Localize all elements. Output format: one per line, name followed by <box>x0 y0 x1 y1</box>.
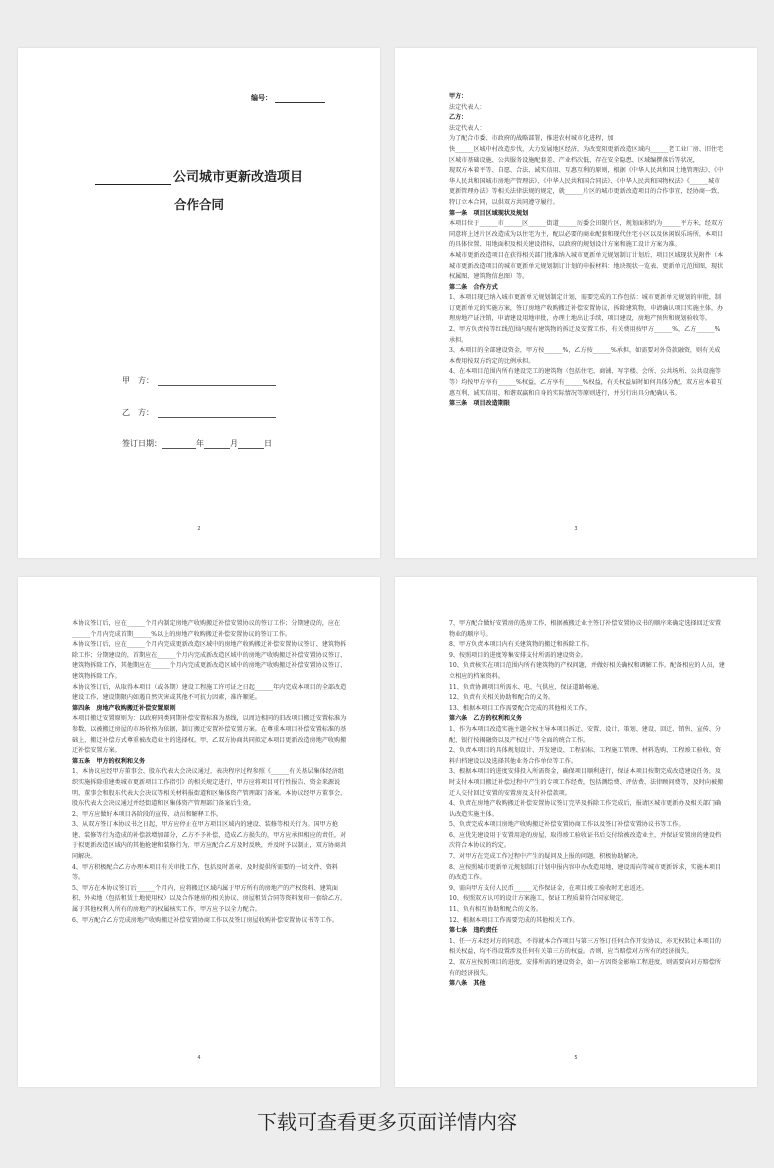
contract-cover-page <box>18 48 380 558</box>
section-heading: 第八条 其他 <box>449 980 486 988</box>
paragraph: 为了配合市委、市政府的战略部署，推进农村城市化进程，加 快______区城中村改造步伐，大力发展地区经济，为改变阻更新改造区域内______老工业厂房、旧住宅区城市基础设施、公共服务设施配套差、产业档次低、存在安全隐患、区域编撰落后等状况， 现双方本着平等、自愿、合法、诚实信用、互惠互利的原则，根据《中华人民共和国土地管理法》、《中华人民共和国城市房地产管理法》、《中华人民共和国合同法》、《中华人民共和国物权法》《______城市更新管理办法》等相关法律法规的规定，就______片区的城市更新改造项目的合作事宜，经协商一致，特订立本合同，以供双方共同遵守履行。 <box>449 135 724 206</box>
party-a-label: 甲 方： <box>122 376 154 385</box>
paragraph: 本项目搬迁安置原则为：以政府同类同期补偿安置标准为基线，以周边相同的旧改项目搬迁安置标准为参数，以被搬迁房屋的市场价格为依据，制订搬迁安置补偿安置方案。在尊重本项目补偿安置标准的基础上，搬迁补偿方式尊重被改造业主的选择权。甲、乙双方协商共同拟定本项目更新改造房地产收购搬迁补偿安置方案。 <box>72 715 347 755</box>
paragraph: 1、本协议应经甲方董事会、股东代表大会决议通过，表决程序过程参照《______有关基层集体经济组织实施拆除重建类城市更新项目工作指引》的相关规定进行，甲方应将项目可行性报告、资金来源说明、董事会和股东代表大会决议等相关材料报街道和区集体资产管理部门备案。本协议经甲方董事会、股东代表大会决议通过并经街道和区集体资产管理部门备案后生效。 2、甲方应做好本项目各阶段的宣传、动员和解释工作。 3、从双方签订本协议书之日起，甲方应停止在甲方项目区域内的建设、装修等相关行为。国甲方抢建、装修等行为造成的补偿款增加部分，乙方不予补偿，造成乙方损失的，甲方应承担相应的责任，对于拟更新改造区域内的其他抢建和装修行为，甲方应配合乙方及时反映，并及时予以制止，双方协商共同解决。 4、甲方积极配合乙方办理本项目有关审批工作，包括及时盖章、及时提供所需要的一切文件、资料等。 5、甲方在本协议签订后______个月内，应将搬迁区域内属于甲方所有的房地产的产权资料、建筑面积、外卖地（包括租赁土地使用权）以及合作建房的相关协议、房屋租赁合同等资料复印一套给乙方。属于其他权利人所有的房地产的权属核实工作，甲方应予以全力配合。 6、甲方配合乙方完成房地产收购搬迁补偿安置协商工作以及签订房屋收购补偿安置协议书等工作。 <box>72 768 347 924</box>
party-b-line <box>122 407 276 418</box>
title-text: 公司城市更新改造项目 <box>172 170 303 185</box>
download-more-link[interactable]: 下载可查看更多页面详情内容 <box>257 1110 517 1134</box>
page-number: 4 <box>197 1055 201 1061</box>
contract-page-5 <box>395 577 757 1087</box>
page-number: 2 <box>197 526 201 532</box>
date-label: 签订日期： <box>122 439 162 448</box>
paragraph: 1、作为本项目改造实施主题全权主导本项目拆迁、安置、设计、策划、建设、回迁、销售、宣传、分配、银行按揭融资以及产权过户等全面的统合工作。 2、负责本项目的具体规划设计、开发建设、工程招标、工程施工管理、材料选购、工程竣工验收、资料归档建设以及选择其他业务合作单位等工作。 3、根据本项目的进度安排投入所需资金，确保项目顺利进行，保证本项目按期完成改造建设任务，及时支付本项目搬迁补偿过程中产生的专项工作经费，包括测绘费、评估费、法律顾问费等，及时向被搬迁人交付回迁安置的安置房及支付补偿款项。 4、负责在房地产收购搬迁补偿安置协议签订完毕及拆除工作完成后，报请区城市更新办及相关部门确认改造实施主体。 5、负责完成本项目房地产收购搬迁补偿安置协商工作以及签订补偿安置协议书等工作。 6、应优先建设用于安置用途的房屋，取得竣工验收证书后交付给被改造业主，并保证安置房的建设档次符合本协议的约定。 7、对甲方在完成工作过程中产生的疑问及上报的问题，积极协助解决。 8、应按照城市更新单元规划制订计划申报内容申办改造用地，建设需向等城市更新诉求，实施本项目的改造工作。 9、需向甲方支付人民币______元作保证金，在项目竣工验收时无息返还。 10、按照双方认可的设计方案施工，保证工程质量符合国家规定。 11、负有相互协助和配合的义务。 12、根据本项目工作需要完成的其他相关工作。 <box>449 725 724 924</box>
page-body <box>449 92 725 410</box>
section-heading: 第四条 房地产收购搬迁补偿安置原则 <box>72 704 176 712</box>
company-name-blank <box>95 171 171 185</box>
party-b-blank <box>158 409 276 418</box>
number-blank <box>275 95 325 103</box>
day-blank <box>238 440 264 449</box>
paragraph: 法定代表人： <box>449 103 486 111</box>
section-heading: 第五条 甲方的权利和义务 <box>72 757 146 765</box>
section-heading: 第二条 合作方式 <box>449 283 498 291</box>
party-a-blank <box>158 377 276 386</box>
year-label: 年 <box>196 439 204 448</box>
paragraph: 法定代表人： <box>449 124 486 132</box>
contract-page-3 <box>395 48 757 558</box>
signing-date <box>122 438 272 449</box>
day-label: 日 <box>264 439 272 448</box>
section-heading: 第七条 违约责任 <box>449 927 498 935</box>
paragraph: 本项目位于______市______区______街道______厉委会田限片区，规划面积约为______平方米，经双方同意将上述片区改造成为以住宅为主，配以必要的商业配套和现代住宅小区以及休闲娱乐场所，本项目的具体位置、用地面积及相关建设指标，以政府的规划设计方案和施工设计方案为准。 本城市更新改造项目在获得相关部门批准纳入城市更新单元规划制订计划后，项目区域现状见附件（本城市更新改造项目的城市更新单元规划制订计划的申报材料：地块现状一览表、更新单元范围图，现状权属图、建筑物信息图）等。 <box>449 220 724 281</box>
contract-subtitle: 合作合同 <box>173 197 224 212</box>
contract-page-4 <box>18 577 380 1087</box>
number-label: 编号： <box>251 94 272 102</box>
paragraph: 1、本项目现已纳入城市更新单元规划制定计划，需要完成的工作包括：城市更新单元规划的审批，制订更新单元的实施方案，签订房地产收购搬迁补偿安置协议，拆除建筑物，申请确认项目实施主体，办理房地产证注销，申请建设用地审批，办理土地出让手续，项目建设，房地产预售和规划验收等。 2、甲方负责按等红线范围内现有建筑物的拆迁及安置工作，有关费用按甲方______%，乙方______%承担。 3、本项目的全部建设资金，甲方按______%，乙方按______%承担，如需要对外贷款融资，则有关成本费用按双方约定的比例承担。 4、在本项目范围内所有建设完工的建筑物（包括住宅、商铺、写字楼、会所、公共场所、公共设施等等）均按甲方享有______%权益，乙方享有______%权益，有关权益届时如何具体分配，双方应本着互惠互利、诚实信用、和谐双赢和自身的实际情况等原则进行，并另行出具分配确认书。 <box>449 294 724 397</box>
section-heading: 甲方： <box>449 93 468 100</box>
paragraph: 7、甲方配合做好安置房的选房工作，根据被搬迁业主签订补偿安置协议书的顺序来确定选择回迁安置物业的顺序号。 8、甲方负责本项目内有关建筑物的搬迁和拆除工作。 9、按照项目的进度筹集安排支付所需的建设资金。 10、负责核实在项目范围内所有建筑物的产权问题，并做好相关确权和调解工作，配备相应的人员，建立相应的档案资料。 11、负责协调项目所需水、电、气供应，保证道路畅通。 12、负责有关相关协助和配合的义务。 13、根据本项目工作需要配合完成的其他相关工作。 <box>449 620 725 712</box>
page-body <box>449 619 725 990</box>
party-b-label: 乙 方： <box>122 408 154 417</box>
paragraph: 本协议签订后，应在______个月内制定房地产收购搬迁补偿安置协议的签订工作；分期建设的，应在______个月内完成首期______%以上的房地产收购搬迁补偿安置协议的签订工作。 本协议签订后，应在______个月内完成更新改造区域中的房地产收购搬迁补偿安置协议签订、建筑物拆除工作；分期建设的，首期应在______个月内完成新改造区域中的房地产收购搬迁补偿安置协议签订、建筑物拆除工作，其他期应在______个月内完成更新改造区域中的房地产收购搬迁补偿安置协议签订、建筑物拆除工作。 本协议签订后，从取得本项目（或各期）建设工程施工许可证之日起______年内完成本项目的全部改造建设工作，建设期限内如遇自然灾害或其他不可抗力因素，准许顺延。 <box>72 620 347 702</box>
section-heading: 第一条 项目区域现状及规划 <box>449 209 529 217</box>
section-heading: 第六条 乙方的权利和义务 <box>449 715 523 723</box>
contract-title <box>18 166 380 185</box>
page-number: 5 <box>574 1055 578 1061</box>
page-body <box>72 619 348 926</box>
section-heading: 第三条 项目改造期限 <box>449 400 510 408</box>
month-blank <box>204 440 230 449</box>
paragraph: 1、任一方未经对方的同意，不得就本合作项目与第三方签订任何合作开发协议，亦无权转让本项目的相关权益，均不得设置涉及任何有关第三方的权益。否则，应当赔偿对方所有的经济损失。 2、双方应按照项目的进度，安排所需的建设资金，如一方因资金影响工程进度，则需要向对方赔偿所有的经济损失。 <box>449 937 722 977</box>
year-blank <box>162 440 196 449</box>
month-label: 月 <box>230 439 238 448</box>
page-number: 3 <box>574 526 578 532</box>
section-heading: 乙方： <box>449 114 468 122</box>
party-a-line <box>122 375 276 386</box>
contract-number <box>251 93 325 103</box>
